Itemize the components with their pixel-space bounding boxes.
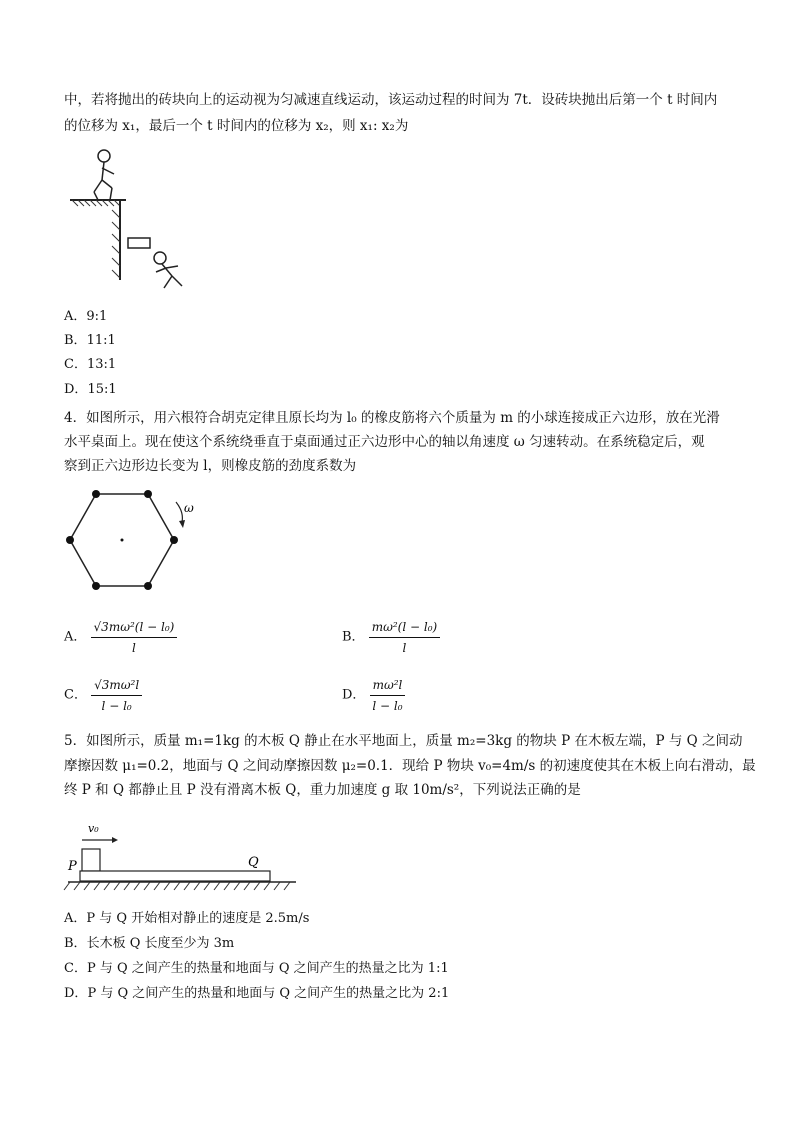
q4-stem-line2: 水平桌面上。现在使这个系统绕垂直于桌面通过正六边形中心的轴以角速度 ω 匀速转动。在系统稳定后，观 [64,434,705,450]
q4-d-numerator: mω²l [370,676,406,696]
q4-option-a: A． $\frac{\text{√3mω²(l − l₀)}}{l}$ [64,618,177,657]
q5-stem-line2: 摩擦因数 μ₁=0.2，地面与 Q 之间动摩擦因数 μ₂=0.1．现给 P 物块 v₀=4m/s 的初速度使其在木板上向右滑动，最 [64,758,756,774]
q3-option-b: B．11:1 [64,333,116,348]
q3-figure-building-brick [68,148,198,293]
q3-option-a: A．9:1 [64,309,108,324]
q4-b-denominator: l [402,641,407,655]
q4-a-denominator: l [132,641,136,655]
q4-c-denominator: l − l₀ [101,699,132,713]
q3-option-c: C．13:1 [64,357,117,372]
q4-option-d: D． $\frac{\text{mω²l}}{\text{l − l₀}}$ [342,676,405,715]
q5-stem-line1: 5．如图所示，质量 m₁=1kg 的木板 Q 静止在水平地面上，质量 m₂=3kg 的物块 P 在木板左端，P 与 Q 之间动 [64,733,743,749]
q5-option-a: A．P 与 Q 开始相对静止的速度是 2.5m/s [64,911,310,926]
board-q [80,871,270,881]
q4-stem-line3: 察到正六边形边长变为 l，则橡皮筋的劲度系数为 [64,458,357,474]
q5-stem-line3: 终 P 和 Q 都静止且 P 没有滑离木板 Q，重力加速度 g 取 10m/s²，下列说法正确的是 [64,782,581,798]
q4-figure-hexagon [66,488,206,592]
q4-b-numerator: mω²(l − l₀) [369,618,441,638]
omega-label: ω [184,501,194,515]
q4-a-numerator: √3mω²(l − l₀) [91,618,178,638]
q5-figure-board-block [66,820,298,894]
q4-d-denominator: l − l₀ [372,699,403,713]
v0-label: v₀ [88,822,99,835]
q3-stem-line1: 中，若将抛出的砖块向上的运动视为匀减速直线运动，该运动过程的时间为 7t．设砖块抛出后第一个 t 时间内 [64,92,718,108]
q4-stem-line1: 4．如图所示，用六根符合胡克定律且原长均为 l₀ 的橡皮筋将六个质量为 m 的小球连接成正六边形，放在光滑 [64,410,720,426]
q4-option-b: B． $\frac{\text{mω²(l − l₀)}}{l}$ [342,618,440,657]
q5-option-d: D．P 与 Q 之间产生的热量和地面与 Q 之间产生的热量之比为 2:1 [64,986,450,1001]
q3-stem-line2: 的位移为 x₁，最后一个 t 时间内的位移为 x₂，则 x₁: x₂为 [64,118,409,134]
q4-option-c: C． $\frac{\text{√3mω²l}}{\text{l − l₀}}$ [64,676,142,715]
q5-option-b: B．长木板 Q 长度至少为 3m [64,936,235,951]
q4-c-numerator: √3mω²l [91,676,142,696]
block-p [82,849,100,871]
p-label: P [68,859,77,874]
q5-option-c: C．P 与 Q 之间产生的热量和地面与 Q 之间产生的热量之比为 1:1 [64,961,449,976]
q3-option-d: D．15:1 [64,382,117,397]
q-label: Q [248,855,259,870]
